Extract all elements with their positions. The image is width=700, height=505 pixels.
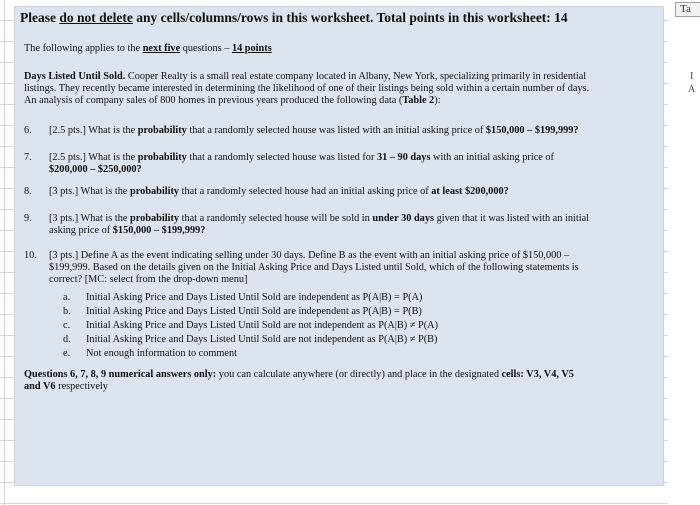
option-d: Initial Asking Price and Days Listed Until Sold are not independent as P(A|B) ≠ P(B) [86,334,438,345]
option-letter: a. [63,292,71,303]
adjacent-text-fragment: I [690,71,694,82]
question-7-line-2: $200,000 – $250,000? [49,164,142,175]
sheet-tab[interactable]: Ta [675,2,700,17]
question-7-line-1: [2.5 pts.] What is the probability that a randomly selected house was listed for 31 – 90 days with an initial asking price of [49,152,554,163]
gridline [4,0,5,505]
question-number: 7. [24,152,32,163]
footer-line-2: and V6 respectively [24,381,108,392]
option-c: Initial Asking Price and Days Listed Until Sold are not independent as P(A|B) ≠ P(A) [86,320,439,331]
question-10-line-2: $199,999. Based on the details given on the Initial Asking Price and Days Listed until Sold, which of the following statements is [49,262,579,273]
question-10-line-3: correct? [MC: select from the drop-down menu] [49,274,248,285]
scenario-line-1: Days Listed Until Sold. Cooper Realty is a small real estate company located in Albany, New York, specializing primarily in residential [24,71,587,82]
option-letter: e. [63,348,71,359]
gridline [0,503,700,504]
option-letter: b. [63,306,71,317]
question-9-line-1: [3 pts.] What is the probability that a randomly selected house will be sold in under 30 days given that it was listed with an initial [49,213,590,224]
question-8: [3 pts.] What is the probability that a randomly selected house had an initial asking price of at least $200,000? [49,186,509,197]
option-e: Not enough information to comment [86,348,237,359]
option-a: Initial Asking Price and Days Listed Until Sold are independent as P(A|B) = P(A) [86,292,423,303]
adjacent-text-fragment: A [688,84,696,95]
question-9-line-2: asking price of $150,000 – $199,999? [49,225,206,236]
option-b: Initial Asking Price and Days Listed Until Sold are independent as P(A|B) = P(B) [86,306,422,317]
option-letter: c. [63,320,71,331]
question-number: 9. [24,213,32,224]
question-number: 10. [24,250,37,261]
intro-line: The following applies to the next five questions – 14 points [24,43,272,54]
page-title: Please do not delete any cells/columns/rows in this worksheet. Total points in this worksheet: 14 [20,10,568,25]
footer-line-1: Questions 6, 7, 8, 9 numerical answers only: you can calculate anywhere (or directly) and place in the designated cells: V3, V4, V5 [24,369,574,380]
scenario-line-3: An analysis of company sales of 800 homes in previous years produced the following data (Table 2): [24,95,441,106]
option-letter: d. [63,334,71,345]
question-number: 8. [24,186,32,197]
adjacent-panel [668,0,700,505]
question-10-line-1: [3 pts.] Define A as the event indicating selling under 30 days. Define B as the event with an initial asking price of $150,000 – [49,250,570,261]
scenario-line-2: listings. They recently became interested in determining the likelihood of one of their listings being sold within a certain number of days. [24,83,590,94]
question-number: 6. [24,125,32,136]
question-6: [2.5 pts.] What is the probability that a randomly selected house was listed with an initial asking price of $150,000 – $199,999? [49,125,579,136]
